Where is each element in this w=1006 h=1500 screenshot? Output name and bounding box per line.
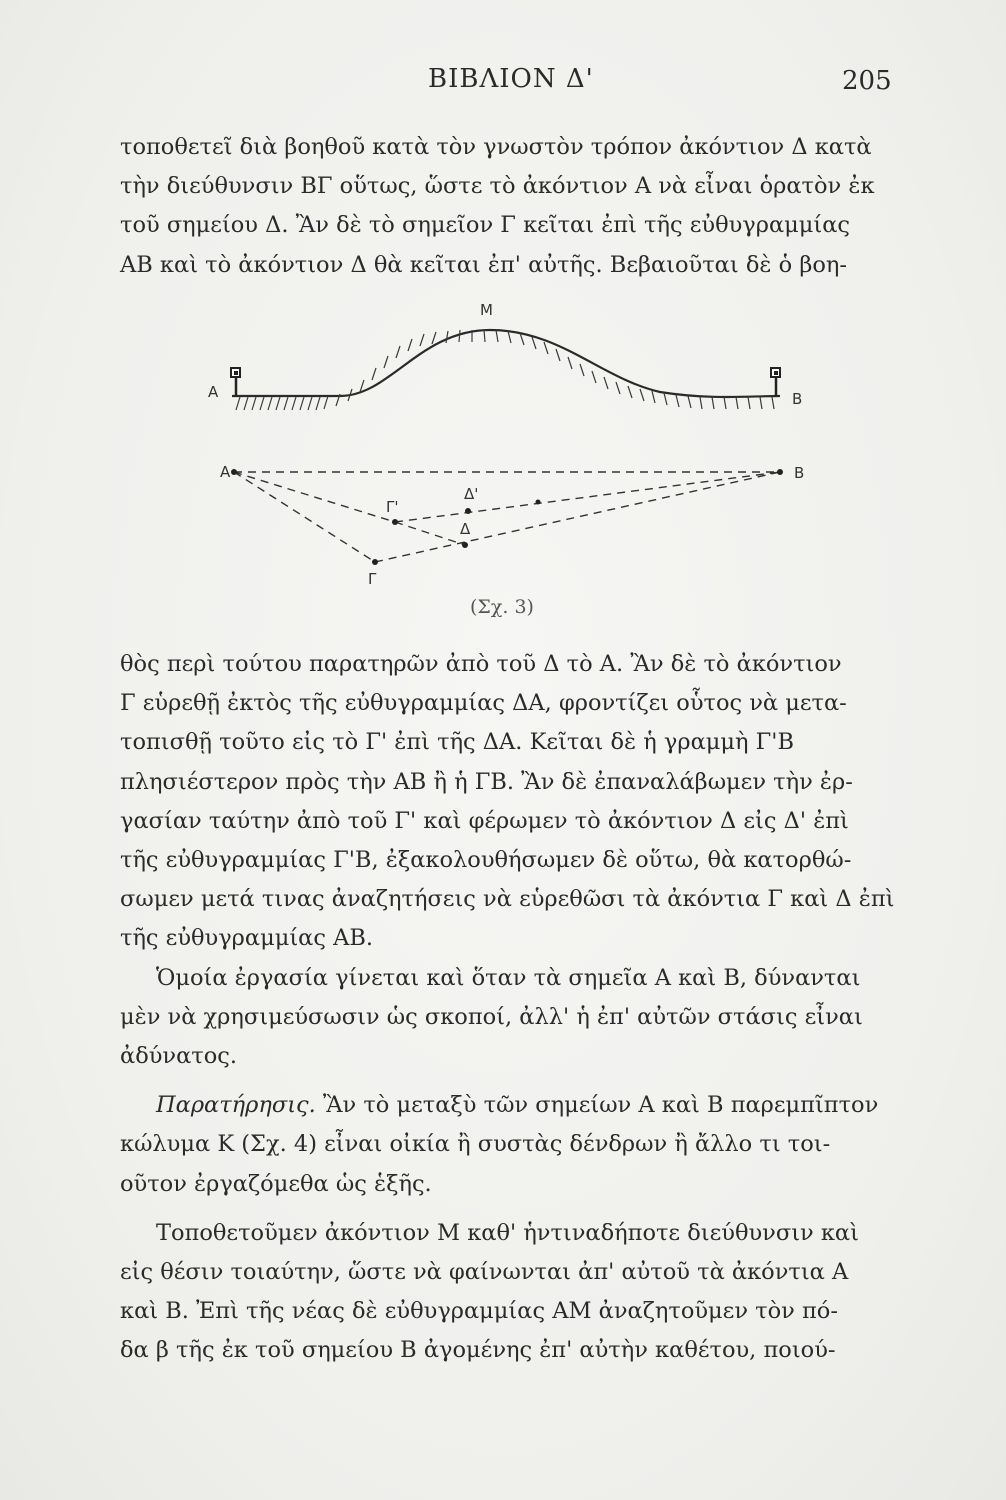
point-g — [372, 559, 378, 565]
ground-hatching — [236, 330, 774, 410]
label-d: Δ — [460, 520, 471, 538]
paragraph-2 — [120, 645, 902, 959]
label-a-top: A — [208, 383, 219, 401]
text-line: τοπισθῇ τοῦτο εἰς τὸ Γ' ἐπὶ τῆς ΔΑ. Κεῖται δὲ ἡ γραμμὴ Γ'Β — [120, 729, 794, 756]
text-line: Γ εὑρεθῇ ἐκτὸς τῆς εὐθυγραμμίας ΔΑ, φροντίζει οὗτος νὰ μετα- — [120, 690, 847, 717]
label-b-top: B — [792, 390, 803, 408]
label-a-bottom: A — [220, 463, 231, 481]
text-line: τὴν διεύθυνσιν ΒΓ οὕτως, ὥστε τὸ ἀκόντιον Α νὰ εἶναι ὁρατὸν ἐκ — [120, 173, 875, 200]
text-line: τοποθετεῖ διὰ βοηθοῦ κατὰ τὸν γνωστὸν τρόπον ἀκόντιον Δ κατὰ — [120, 134, 872, 160]
label-m: M — [480, 301, 493, 319]
terrain-profile — [208, 301, 802, 410]
remark-heading: Παρατήρησις. — [156, 1092, 316, 1119]
rod-a-marker — [231, 368, 240, 397]
text-line: εἰς θέσιν τοιαύτην, ὥστε νὰ φαίνωνται ἀπ' αὐτοῦ τὰ ἀκόντια Α — [120, 1259, 849, 1286]
running-title: ΒΙΒΛΙΟΝ Δ' — [428, 64, 594, 94]
page-number: 205 — [842, 66, 892, 96]
paragraph-4 — [120, 1086, 902, 1204]
paragraph-1 — [120, 128, 902, 285]
text-line: δα β τῆς ἐκ τοῦ σημείου Β ἀγομένης ἐπ' αὐτὴν καθέτου, ποιού- — [120, 1337, 836, 1364]
text-line: οῦτον ἐργαζόμεθα ὡς ἑξῆς. — [120, 1170, 432, 1197]
text-line: κώλυμα Κ (Σχ. 4) εἶναι οἰκία ἢ συστὰς δένδρων ἢ ἄλλο τι τοι- — [120, 1131, 831, 1158]
point-d — [462, 542, 468, 548]
figure-3-drawing — [190, 300, 830, 590]
paragraph-5 — [120, 1214, 902, 1371]
text-line: σωμεν μετά τινας ἀναζητήσεις νὰ εὑρεθῶσι τὰ ἀκόντια Γ καὶ Δ ἐπὶ — [120, 886, 895, 913]
alignment-diagram — [234, 472, 780, 562]
text-line: τοῦ σημείου Δ. Ἂν δὲ τὸ σημεῖον Γ κεῖται ἐπὶ τῆς εὐθυγραμμίας — [120, 212, 851, 239]
line-a-gprime — [234, 472, 395, 522]
point-d-prime — [465, 508, 471, 514]
line-gprime-d — [395, 522, 465, 545]
text-line: καὶ Β. Ἐπὶ τῆς νέας δὲ εὐθυγραμμίας ΑΜ ἀναζητοῦμεν τὸν πό- — [120, 1298, 838, 1325]
text-line: ΑΒ καὶ τὸ ἀκόντιον Δ θὰ κεῖται ἐπ' αὐτῆς. Βεβαιοῦται δὲ ὁ βοη- — [120, 251, 847, 278]
text-line: μὲν νὰ χρησιμεύσωσιν ὡς σκοποί, ἀλλ' ἡ ἐπ' αὐτῶν στάσις εἶναι — [120, 1003, 863, 1030]
ground-line — [232, 330, 780, 397]
text-line: θὸς περὶ τούτου παρατηρῶν ἀπὸ τοῦ Δ τὸ Α. Ἂν δὲ τὸ ἀκόντιον — [120, 651, 842, 677]
page-header — [0, 64, 1006, 104]
text-line: τῆς εὐθυγραμμίας ΑΒ. — [120, 925, 374, 952]
paragraph-3 — [120, 959, 902, 1077]
point-b — [777, 469, 783, 475]
line-g-b — [375, 472, 780, 562]
alignment-points — [231, 469, 783, 565]
point-g-prime — [392, 519, 398, 525]
label-g-prime: Γ' — [386, 498, 399, 516]
rod-b-marker — [771, 368, 780, 397]
label-b-bottom: B — [794, 464, 805, 482]
text-line: ἀδύνατος. — [120, 1043, 238, 1070]
point-a — [231, 469, 237, 475]
text-line: τῆς εὐθυγραμμίας Γ'Β, ἐξακολουθήσωμεν δὲ οὕτω, θὰ κατορθώ- — [120, 847, 852, 874]
remark-first-line: Ἂν τὸ μεταξὺ τῶν σημείων Α καὶ Β παρεμπῖπτον — [315, 1092, 879, 1119]
label-d-prime: Δ' — [464, 485, 479, 503]
text-line: πλησιέστερον πρὸς τὴν ΑΒ ἢ ἡ ΓΒ. Ἂν δὲ ἐπαναλάβωμεν τὴν ἐρ- — [120, 768, 853, 795]
main-text — [120, 645, 902, 1371]
point-mid — [536, 500, 541, 505]
text-line: Τοποθετοῦμεν ἀκόντιον Μ καθ' ἡντιναδήποτε διεύθυνσιν καὶ — [156, 1219, 859, 1246]
text-line — [120, 1086, 902, 1125]
text-line: Ὁμοία ἐργασία γίνεται καὶ ὅταν τὰ σημεῖα Α καὶ Β, δύνανται — [156, 964, 861, 991]
figure-3 — [190, 300, 830, 590]
line-a-g — [234, 472, 375, 562]
figure-caption: (Σχ. 3) — [470, 596, 534, 618]
label-g: Γ — [368, 570, 377, 588]
text-line: γασίαν ταύτην ἀπὸ τοῦ Γ' καὶ φέρωμεν τὸ ἀκόντιον Δ εἰς Δ' ἐπὶ — [120, 807, 849, 834]
